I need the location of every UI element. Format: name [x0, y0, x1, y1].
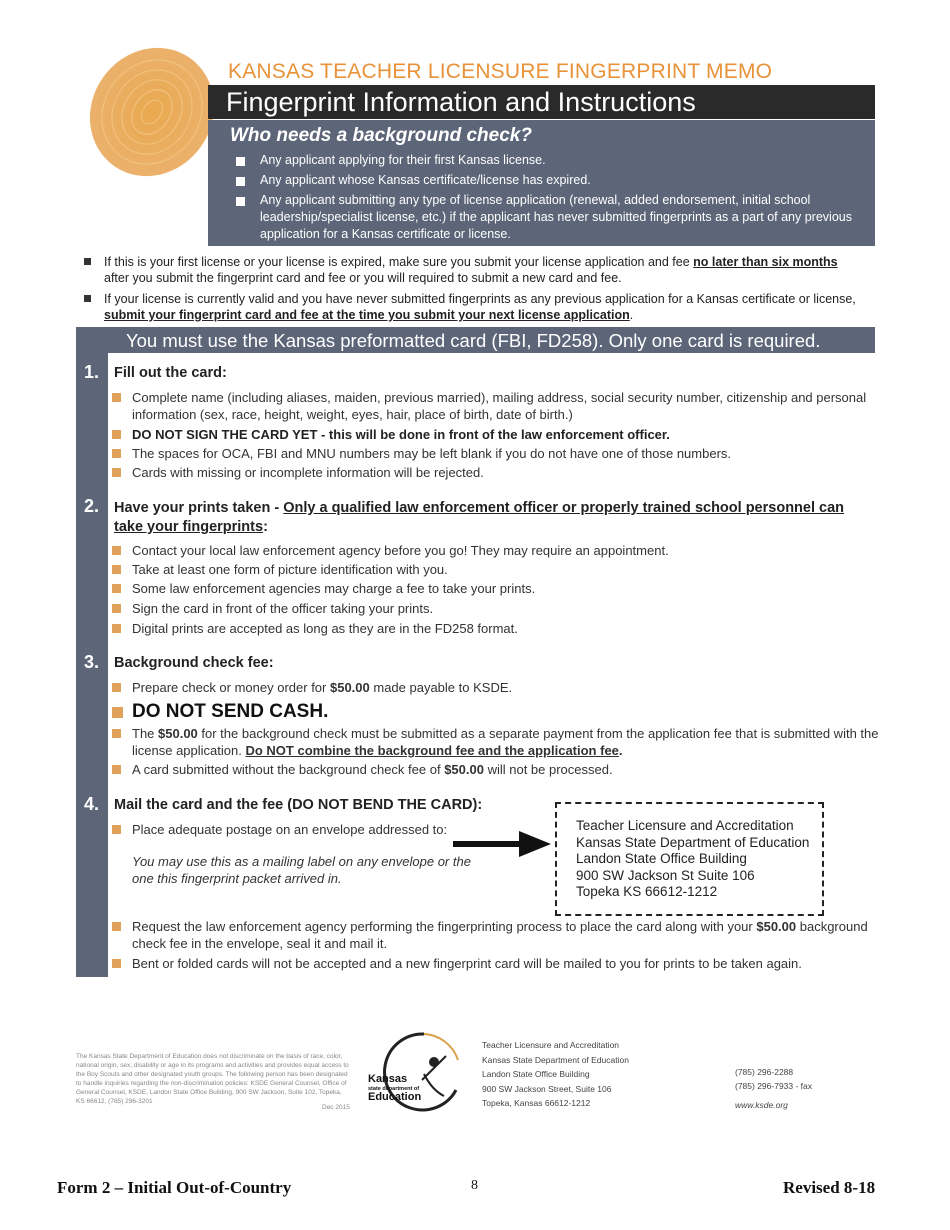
bullet-icon — [112, 729, 121, 738]
nondiscrimination-disclaimer: The Kansas State Department of Education does not discriminate on the basis of race, color, national origin, sex, disability or age in its programs and activities and provides equal access to the Boy Scouts and other designated youth groups. The following person has been designated to handle inquiries regarding the non-discrimination policies: KSDE General Counsel, Office of General Counsel, KSDE, Landon State Office Building, 900 SW Jackson, Suite 102, Topeka, KS 66612, (785) 296-3201 — [76, 1053, 349, 1105]
footer-contact — [482, 1038, 629, 1111]
step-2-item: Sign the card in front of the officer taking your prints. — [132, 600, 882, 617]
revised-label: Revised 8-18 — [783, 1178, 876, 1197]
bullet-icon — [112, 765, 121, 774]
who-item-1: Any applicant applying for their first Kansas license. — [260, 153, 546, 167]
step-2-item: Digital prints are accepted as long as they are in the FD258 format. — [132, 620, 882, 637]
step-1-item: The spaces for OCA, FBI and MNU numbers may be left blank if you do not have one of those numbers. — [132, 445, 882, 462]
logo-text-state-department: state department of — [368, 1086, 420, 1092]
logo-text-kansas: Kansas — [368, 1073, 408, 1085]
step-2-item: Contact your local law enforcement agency before you go! They may require an appointment. — [132, 542, 882, 559]
bullet-icon — [112, 546, 121, 555]
who-item-2: Any applicant whose Kansas certificate/license has expired. — [260, 173, 591, 187]
who-bullet — [236, 197, 245, 206]
bullet-icon — [112, 922, 121, 931]
bullet-icon — [112, 683, 121, 692]
main-title: Fingerprint Information and Instructions — [226, 87, 696, 117]
bullet-icon — [112, 449, 121, 458]
address-line: Topeka KS 66612-1212 — [576, 884, 718, 899]
step-number-1: 1. — [84, 362, 100, 382]
note-valid-license: If your license is currently valid and you have never submitted fingerprints as any previous application for a Kansas certificate or license, submit your fingerprint card and fee at the time you submit your next license application. — [104, 292, 856, 322]
step-4-title: Mail the card and the fee (DO NOT BEND THE CARD): — [114, 797, 483, 813]
step-2-title: Have your prints taken - Only a qualified law enforcement officer or properly trained school personnel can take your fingerprints: — [114, 500, 845, 535]
step-4-item: Request the law enforcement agency performing the fingerprinting process to place the card along with your $50.00 background check fee in the envelope, seal it and mail it. — [132, 918, 882, 952]
bullet-icon — [112, 468, 121, 477]
page-number: 8 — [471, 1178, 478, 1193]
contact-line: Topeka, Kansas 66612-1212 — [482, 1098, 591, 1108]
step-3-cash-warning: DO NOT SEND CASH. — [132, 700, 882, 724]
memo-title: KANSAS TEACHER LICENSURE FINGERPRINT MEMO — [228, 60, 773, 83]
logo-text-education: Education — [368, 1091, 422, 1103]
address-line: Kansas State Department of Education — [576, 834, 810, 850]
form-label: Form 2 – Initial Out-of-Country — [57, 1178, 292, 1197]
footer-phone: (785) 296-2288 — [735, 1067, 794, 1077]
mailing-address — [576, 818, 809, 901]
bullet-icon — [112, 624, 121, 633]
step-3-title: Background check fee: — [114, 655, 274, 671]
note-first-license: If this is your first license or your license is expired, make sure you submit your license application and fee no later than six months after you submit the fingerprint card and fee or you will required to submit a new card and fee. — [104, 255, 838, 285]
step-3-item: A card submitted without the background check fee of $50.00 will not be processed. — [132, 761, 882, 778]
step-2-item: Some law enforcement agencies may charge a fee to take your prints. — [132, 580, 882, 597]
step-1-item: DO NOT SIGN THE CARD YET - this will be done in front of the law enforcement officer. — [132, 426, 882, 443]
step-3-item: Prepare check or money order for $50.00 made payable to KSDE. — [132, 679, 882, 696]
bullet-icon — [112, 707, 123, 718]
contact-line: Teacher Licensure and Accreditation — [482, 1040, 620, 1050]
step-1-title: Fill out the card: — [114, 365, 227, 381]
step-4-item: Place adequate postage on an envelope addressed to: — [132, 821, 472, 838]
bullet-icon — [112, 430, 121, 439]
contact-line: Kansas State Department of Education — [482, 1054, 629, 1065]
step-3-item: The $50.00 for the background check must be submitted as a separate payment from the application fee that is submitted with the license application. Do NOT combine the background fee and the application fee. — [132, 725, 882, 759]
bullet-icon — [112, 393, 121, 402]
step-2-item: Take at least one form of picture identification with you. — [132, 561, 882, 578]
who-needs-heading: Who needs a background check? — [230, 125, 532, 146]
bullet-icon — [112, 959, 121, 968]
step-number-3: 3. — [84, 652, 100, 672]
address-line: Teacher Licensure and Accreditation — [576, 818, 794, 833]
card-banner-text: You must use the Kansas preformatted card (FBI, FD258). Only one card is required. — [126, 330, 821, 351]
disclaimer-date: Dec 2015 — [322, 1104, 350, 1111]
bullet-icon — [112, 565, 121, 574]
address-line: 900 SW Jackson St Suite 106 — [576, 867, 755, 883]
fingerprint-graphic — [72, 40, 222, 180]
step-1-item: Complete name (including aliases, maiden, previous married), mailing address, social security number, citizenship and personal information (sex, race, height, weight, eyes, hair, place of birth, date of birth.) — [132, 389, 882, 423]
who-bullet — [236, 157, 245, 166]
note-bullet — [84, 258, 91, 265]
step-4-item: Bent or folded cards will not be accepted and a new fingerprint card will be mailed to you for prints to be taken again. — [132, 955, 882, 972]
bullet-icon — [112, 604, 121, 613]
step-number-2: 2. — [84, 496, 100, 516]
contact-line: 900 SW Jackson Street, Suite 106 — [482, 1083, 612, 1094]
footer-website[interactable]: www.ksde.org — [735, 1100, 788, 1110]
step-1-item: Cards with missing or incomplete information will be rejected. — [132, 464, 882, 481]
bullet-icon — [112, 825, 121, 834]
contact-line: Landon State Office Building — [482, 1069, 590, 1079]
who-bullet — [236, 177, 245, 186]
bullet-icon — [112, 584, 121, 593]
step-number-4: 4. — [84, 794, 100, 814]
address-line: Landon State Office Building — [576, 851, 747, 866]
who-item-3: Any applicant submitting any type of license application (renewal, added endorsement, initial school leadership/specialist license, etc.) if the applicant has never submitted fingerprints as a part of any previous application for a Kansas certificate or license. — [260, 193, 852, 241]
note-bullet — [84, 295, 91, 302]
footer-fax: (785) 296-7933 - fax — [735, 1081, 813, 1091]
arrow-right-icon — [453, 831, 553, 857]
mailing-label-note: You may use this as a mailing label on any envelope or the one this fingerprint packet arrived in. — [132, 854, 471, 886]
